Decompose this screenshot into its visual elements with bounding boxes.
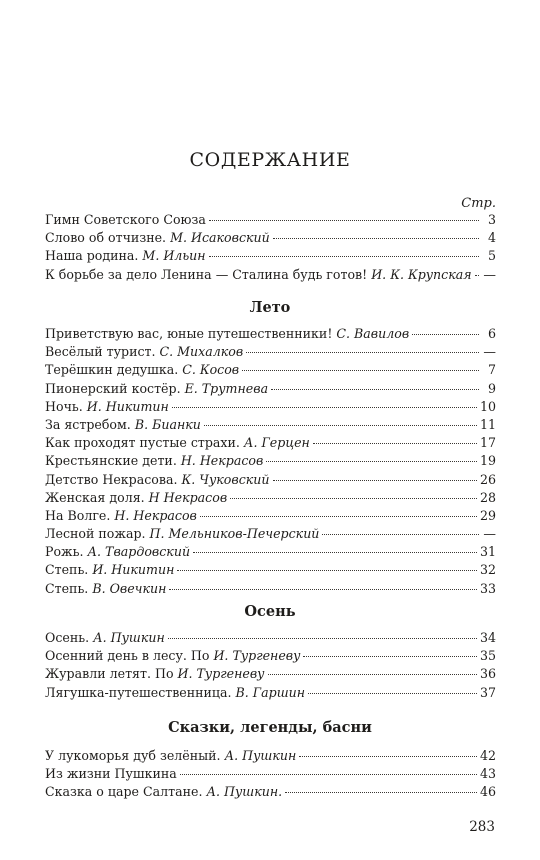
toc-entry: [45, 581, 496, 599]
section-title-summer: Лето: [249, 299, 291, 316]
dot-leader: [313, 443, 477, 444]
toc-entry: [45, 381, 496, 399]
entry-page-number: 37: [479, 684, 496, 700]
dot-leader: [322, 534, 479, 535]
entry-author: А. Пушкин.: [206, 784, 283, 800]
entry-page-number: 4: [487, 230, 496, 246]
dot-leader: [268, 674, 477, 675]
toc-entry: [45, 472, 496, 490]
toc-group-general: [45, 212, 496, 285]
entry-author: Н Некрасов: [148, 489, 228, 505]
entry-page-number: 42: [479, 748, 496, 763]
dot-leader: [177, 570, 477, 571]
entry-page-number: 3: [487, 212, 496, 227]
section-title-autumn: Осень: [244, 603, 296, 620]
entry-title: Осень.: [45, 630, 90, 645]
entry-title: Терёшкин дедушка.: [45, 362, 179, 378]
entry-page-number: 17: [479, 435, 496, 451]
entry-author: И. К. Крупская: [371, 266, 472, 282]
entry-page-number: —: [483, 526, 496, 542]
entry-title: Из жизни Пушкина: [45, 766, 177, 782]
toc-entry: [45, 685, 496, 703]
toc-entry: [45, 435, 496, 453]
entry-page-number: —: [483, 266, 496, 282]
entry-page-number: 7: [487, 362, 496, 378]
entry-title: Наша родина.: [45, 248, 139, 264]
entry-title: Рожь.: [45, 544, 84, 560]
entry-title: Степь.: [45, 562, 89, 578]
entry-title: Лягушка-путешественница.: [45, 684, 232, 700]
toc-entry: [45, 344, 496, 362]
entry-page-number: —: [483, 344, 496, 360]
entry-page-number: 29: [479, 507, 496, 523]
entry-author: А. Твардовский: [87, 544, 191, 560]
toc-entry: [45, 490, 496, 508]
entry-author: С. Косов: [182, 362, 240, 378]
entry-title: Весёлый турист.: [45, 344, 156, 360]
entry-author: П. Мельников-Печерский: [149, 526, 320, 542]
entry-title: Осенний день в лесу. По: [45, 648, 210, 664]
toc-entry: [45, 784, 496, 802]
entry-author: В. Гаршин: [235, 684, 306, 700]
entry-page-number: 31: [479, 544, 496, 560]
entry-author: М. Ильин: [142, 248, 206, 264]
entry-author: С. Михалков: [159, 344, 244, 360]
entry-author: В. Овечкин: [92, 580, 167, 596]
dot-leader: [200, 516, 477, 517]
dot-leader: [266, 461, 477, 462]
entry-author: А. Пушкин: [224, 748, 297, 763]
page-title: СОДЕРЖАНИЕ: [189, 149, 351, 171]
dot-leader: [242, 370, 479, 371]
entry-page-number: 11: [479, 416, 496, 432]
toc-entry: [45, 748, 496, 766]
entry-page-number: 34: [479, 630, 496, 645]
entry-author: А. Пушкин: [93, 630, 165, 645]
entry-title: Ночь.: [45, 398, 83, 414]
entry-author: И. Никитин: [92, 562, 175, 578]
toc-entry: [45, 526, 496, 544]
dot-leader: [230, 498, 477, 499]
toc-entry: [45, 417, 496, 435]
entry-title: Степь.: [45, 580, 89, 596]
entry-author: С. Вавилов: [336, 326, 410, 341]
entry-title: К борьбе за дело Ленина — Сталина будь готов!: [45, 266, 368, 282]
dot-leader: [308, 693, 477, 694]
toc-entry: [45, 508, 496, 526]
entry-title: Журавли летят. По: [45, 666, 174, 682]
entry-page-number: 33: [479, 580, 496, 596]
entry-title: Сказка о царе Салтане.: [45, 784, 203, 800]
toc-entry: [45, 544, 496, 562]
entry-title: Пионерский костёр.: [45, 380, 181, 396]
entry-author: И. Тургеневу: [177, 666, 265, 682]
dot-leader: [169, 589, 477, 590]
toc-entry: [45, 562, 496, 580]
entry-author: Н. Некрасов: [114, 507, 197, 523]
dot-leader: [180, 774, 477, 775]
toc-entry: [45, 267, 496, 285]
dot-leader: [204, 425, 477, 426]
page-number: 283: [469, 819, 495, 835]
entry-page-number: 19: [479, 453, 496, 469]
toc-entry: [45, 326, 496, 344]
toc-group-autumn: [45, 630, 496, 703]
section-title-tales: Сказки, легенды, басни: [168, 719, 372, 736]
entry-author: И. Никитин: [86, 398, 169, 414]
dot-leader: [209, 256, 479, 257]
toc-entry: [45, 453, 496, 471]
dot-leader: [299, 756, 477, 757]
dot-leader: [273, 238, 479, 239]
entry-page-number: 28: [479, 489, 496, 505]
entry-title: За ястребом.: [45, 416, 131, 432]
entry-title: У лукоморья дуб зелёный.: [45, 748, 221, 763]
entry-author: Е. Трутнева: [184, 380, 269, 396]
entry-author: А. Герцен: [243, 435, 310, 451]
toc-entry: [45, 399, 496, 417]
dot-leader: [271, 389, 479, 390]
entry-author: В. Бианки: [134, 416, 201, 432]
dot-leader: [246, 352, 479, 353]
toc-entry: [45, 230, 496, 248]
toc-entry: [45, 766, 496, 784]
entry-title: Приветствую вас, юные путешественники!: [45, 326, 333, 341]
entry-page-number: 43: [479, 766, 496, 782]
toc-entry: [45, 362, 496, 380]
dot-leader: [209, 220, 479, 221]
dot-leader: [193, 552, 477, 553]
toc-entry: [45, 666, 496, 684]
entry-page-number: 5: [487, 248, 496, 264]
toc-group-tales: [45, 748, 496, 803]
dot-leader: [475, 275, 479, 276]
entry-title: Крестьянские дети.: [45, 453, 177, 469]
dot-leader: [303, 656, 477, 657]
entry-title: На Волге.: [45, 507, 111, 523]
entry-title: Слово об отчизне.: [45, 230, 167, 246]
dot-leader: [412, 334, 479, 335]
entry-title: Детство Некрасова.: [45, 471, 178, 487]
dot-leader: [285, 792, 477, 793]
dot-leader: [273, 480, 477, 481]
entry-author: М. Исаковский: [170, 230, 270, 246]
entry-author: Н. Некрасов: [180, 453, 264, 469]
page-column-label: Стр.: [461, 196, 496, 211]
entry-title: Как проходят пустые страхи.: [45, 435, 240, 451]
toc-entry: [45, 648, 496, 666]
entry-page-number: 10: [479, 398, 496, 414]
entry-author: И. Тургеневу: [213, 648, 301, 664]
dot-leader: [172, 407, 477, 408]
entry-page-number: 9: [487, 380, 496, 396]
dot-leader: [168, 638, 477, 639]
entry-page-number: 6: [487, 326, 496, 341]
entry-title: Гимн Советского Союза: [45, 212, 206, 227]
entry-author: К. Чуковский: [181, 471, 270, 487]
toc-group-summer: [45, 326, 496, 599]
entry-page-number: 32: [479, 562, 496, 578]
entry-page-number: 26: [479, 471, 496, 487]
entry-title: Лесной пожар.: [45, 526, 146, 542]
toc-entry: [45, 248, 496, 266]
toc-entry: [45, 630, 496, 648]
entry-page-number: 46: [479, 784, 496, 800]
entry-title: Женская доля.: [45, 489, 145, 505]
entry-page-number: 35: [479, 648, 496, 664]
toc-entry: [45, 212, 496, 230]
entry-page-number: 36: [479, 666, 496, 682]
